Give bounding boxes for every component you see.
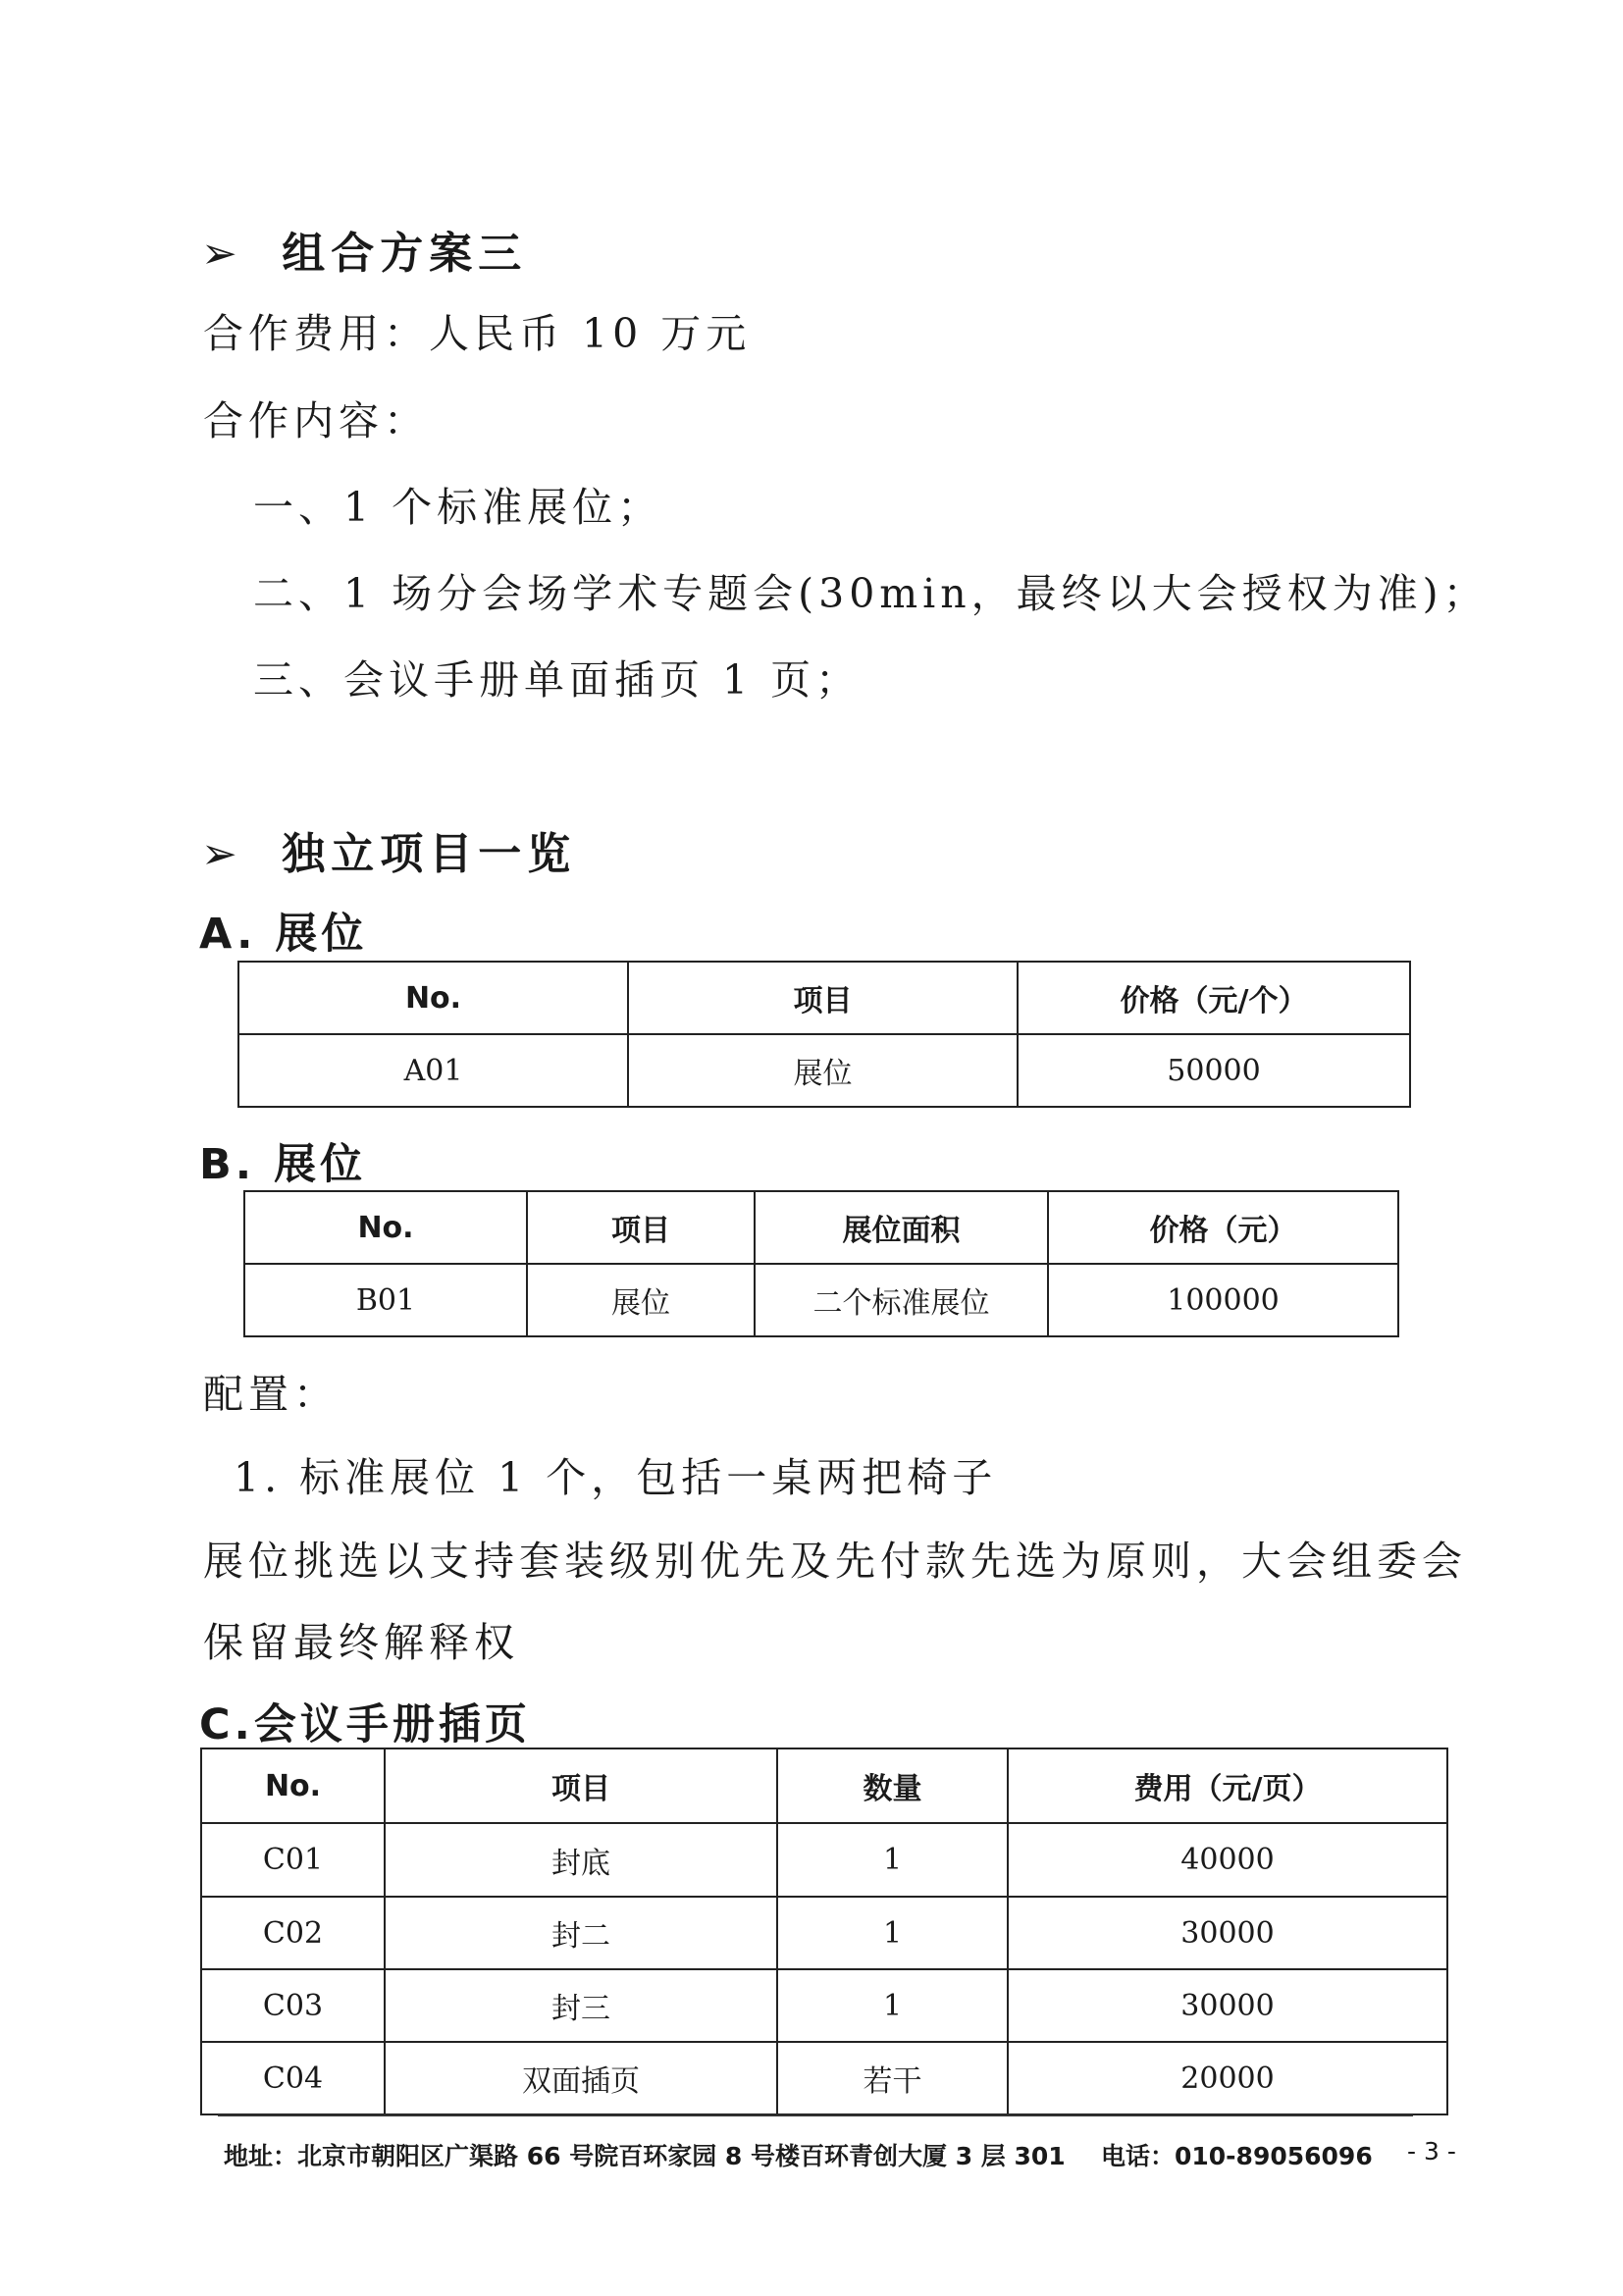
table-cell: 双面插页 [385, 2042, 777, 2114]
table-row [238, 1034, 1410, 1107]
section-c-table [200, 1748, 1448, 2115]
config-note-line-2: 保留最终解释权 [203, 1619, 519, 1666]
config-item-1: 1. 标准展位 1 个，包括一桌两把椅子 [234, 1454, 998, 1501]
arrow-bullet-icon: ➢ [201, 229, 243, 279]
table-header-cell: No. [238, 962, 628, 1034]
table-cell: 若干 [777, 2042, 1008, 2114]
table-cell: 100000 [1048, 1264, 1398, 1336]
config-note-line-1: 展位挑选以支持套装级别优先及先付款先选为原则，大会组委会 [203, 1538, 1467, 1585]
table-cell: 50000 [1018, 1034, 1410, 1107]
section-b-title: B. 展位 [199, 1140, 367, 1189]
table-cell: C02 [201, 1897, 385, 1969]
table-cell: 1 [777, 1823, 1008, 1897]
table-cell: 20000 [1008, 2042, 1447, 2114]
section-b-table [243, 1190, 1399, 1337]
table-header-cell: 项目 [385, 1748, 777, 1823]
table-header-row [238, 962, 1410, 1034]
table-cell: 封三 [385, 1969, 777, 2042]
table-cell: 40000 [1008, 1823, 1447, 1897]
table-cell: 30000 [1008, 1969, 1447, 2042]
table-row [244, 1264, 1398, 1336]
plan3-item-2: 二、1 场分会场学术专题会(30min，最终以大会授权为准)； [253, 570, 1489, 617]
table-cell: C03 [201, 1969, 385, 2042]
table-header-cell: 价格（元/个） [1018, 962, 1410, 1034]
table-header-cell: 项目 [527, 1191, 755, 1264]
table-header-cell: No. [201, 1748, 385, 1823]
section-a-title: A. 展位 [199, 910, 368, 959]
footer-divider [218, 2114, 1413, 2116]
footer-phone: 电话：010-89056096 [1101, 2142, 1373, 2170]
table-header-cell: 数量 [777, 1748, 1008, 1823]
plan3-heading [201, 218, 527, 281]
plan3-content-label: 合作内容： [203, 397, 429, 444]
plan3-fee: 合作费用：人民币 10 万元 [203, 310, 752, 357]
table-cell: 二个标准展位 [755, 1264, 1048, 1336]
table-cell: 1 [777, 1969, 1008, 2042]
plan3-heading-text: 组合方案三 [282, 229, 528, 279]
table-row [201, 1969, 1447, 2042]
footer-address: 地址：北京市朝阳区广渠路 66 号院百环家园 8 号楼百环青创大厦 3 层 301 [224, 2142, 1066, 2170]
section-c-title: C.会议手册插页 [199, 1700, 531, 1749]
plan3-item-1: 一、1 个标准展位； [253, 484, 663, 531]
table-cell: 展位 [628, 1034, 1018, 1107]
table-row [201, 2042, 1447, 2114]
table-cell: C04 [201, 2042, 385, 2114]
table-cell: 30000 [1008, 1897, 1447, 1969]
page-number: - 3 - [1407, 2137, 1456, 2166]
table-cell: 封底 [385, 1823, 777, 1897]
independent-heading [201, 818, 576, 881]
table-header-cell: 项目 [628, 962, 1018, 1034]
section-a-table [237, 961, 1411, 1108]
table-row [201, 1823, 1447, 1897]
table-header-cell: 展位面积 [755, 1191, 1048, 1264]
table-row [201, 1897, 1447, 1969]
independent-heading-text: 独立项目一览 [282, 829, 577, 879]
table-cell: C01 [201, 1823, 385, 1897]
config-label: 配置： [203, 1371, 339, 1418]
table-header-row [244, 1191, 1398, 1264]
table-header-row [201, 1748, 1447, 1823]
plan3-item-3: 三、会议手册单面插页 1 页； [253, 656, 862, 704]
table-header-cell: 价格（元） [1048, 1191, 1398, 1264]
table-cell: B01 [244, 1264, 527, 1336]
table-header-cell: 费用（元/页） [1008, 1748, 1447, 1823]
arrow-bullet-icon: ➢ [201, 829, 243, 879]
table-cell: 封二 [385, 1897, 777, 1969]
table-cell: A01 [238, 1034, 628, 1107]
table-header-cell: No. [244, 1191, 527, 1264]
table-cell: 展位 [527, 1264, 755, 1336]
table-cell: 1 [777, 1897, 1008, 1969]
